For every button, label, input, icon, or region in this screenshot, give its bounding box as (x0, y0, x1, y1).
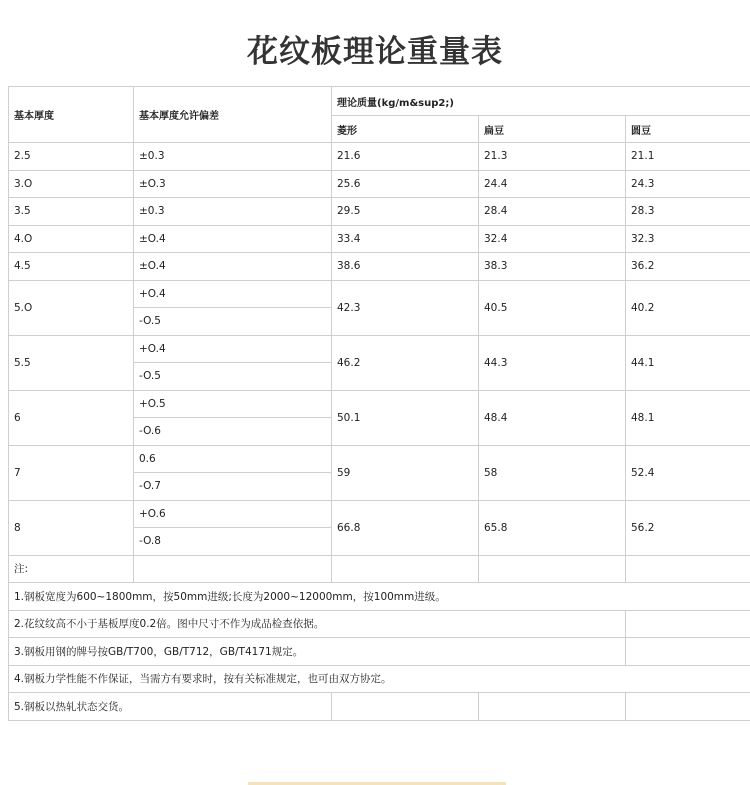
round-mass-cell: 56.2 (626, 500, 750, 555)
round-mass-cell: 48.1 (626, 390, 750, 445)
lentil-mass-cell: 38.3 (479, 253, 626, 281)
table-row (9, 253, 750, 281)
deviation-cell: 0.6 (134, 445, 332, 473)
header-lentil: 扁豆 (479, 116, 626, 143)
page-title: 花纹板理论重量表 (247, 34, 503, 70)
thickness-cell: 3.5 (9, 198, 134, 226)
table-row (9, 390, 750, 418)
empty-cell (626, 555, 750, 583)
deviation-cell: +O.6 (134, 500, 332, 528)
diamond-mass-cell: 21.6 (332, 143, 479, 171)
diamond-mass-cell: 33.4 (332, 225, 479, 253)
deviation-cell: -O.8 (134, 528, 332, 556)
table-row (9, 335, 750, 363)
empty-cell (626, 638, 750, 666)
round-mass-cell: 32.3 (626, 225, 750, 253)
header-mass: 理论质量(kg/m&sup2;) (332, 87, 750, 116)
weight-table (8, 86, 750, 721)
note-text: 5.钢板以热轧状态交货。 (9, 693, 332, 721)
deviation-cell: +O.4 (134, 335, 332, 363)
table-row (9, 225, 750, 253)
round-mass-cell: 24.3 (626, 170, 750, 198)
deviation-cell: -O.5 (134, 363, 332, 391)
empty-cell (479, 693, 626, 721)
lentil-mass-cell: 48.4 (479, 390, 626, 445)
lentil-mass-cell: 40.5 (479, 280, 626, 335)
note-row (9, 610, 750, 638)
lentil-mass-cell: 32.4 (479, 225, 626, 253)
thickness-cell: 2.5 (9, 143, 134, 171)
table-row (9, 170, 750, 198)
header-deviation: 基本厚度允许偏差 (134, 87, 332, 143)
empty-cell (626, 693, 750, 721)
table-row (9, 198, 750, 226)
lentil-mass-cell: 28.4 (479, 198, 626, 226)
deviation-cell: +O.5 (134, 390, 332, 418)
header-round: 圆豆 (626, 116, 750, 143)
notes-label: 注: (9, 555, 134, 583)
header-thickness: 基本厚度 (9, 87, 134, 143)
note-text: 4.钢板力学性能不作保证，当需方有要求时，按有关标准规定，也可由双方协定。 (9, 665, 750, 693)
empty-cell (626, 610, 750, 638)
deviation-cell: +O.4 (134, 280, 332, 308)
lentil-mass-cell: 21.3 (479, 143, 626, 171)
thickness-cell: 5.O (9, 280, 134, 335)
deviation-cell: ±0.3 (134, 198, 332, 226)
lentil-mass-cell: 44.3 (479, 335, 626, 390)
deviation-cell: ±0.3 (134, 143, 332, 171)
note-text: 2.花纹纹高不小于基板厚度0.2倍。图中尺寸不作为成品检查依据。 (9, 610, 626, 638)
diamond-mass-cell: 50.1 (332, 390, 479, 445)
note-row (9, 665, 750, 693)
table-row (9, 445, 750, 473)
note-text: 1.钢板宽度为600~1800mm，按50mm进级;长度为2000~12000mm，按100mm进级。 (9, 583, 750, 611)
table-row (9, 500, 750, 528)
deviation-cell: -O.5 (134, 308, 332, 336)
round-mass-cell: 52.4 (626, 445, 750, 500)
diamond-mass-cell: 25.6 (332, 170, 479, 198)
empty-cell (332, 555, 479, 583)
diamond-mass-cell: 66.8 (332, 500, 479, 555)
lentil-mass-cell: 65.8 (479, 500, 626, 555)
thickness-cell: 4.O (9, 225, 134, 253)
round-mass-cell: 40.2 (626, 280, 750, 335)
note-row (9, 693, 750, 721)
lentil-mass-cell: 24.4 (479, 170, 626, 198)
deviation-cell: ±O.3 (134, 170, 332, 198)
table-row (9, 280, 750, 308)
diamond-mass-cell: 29.5 (332, 198, 479, 226)
round-mass-cell: 36.2 (626, 253, 750, 281)
header-diamond: 菱形 (332, 116, 479, 143)
empty-cell (332, 693, 479, 721)
lentil-mass-cell: 58 (479, 445, 626, 500)
note-row (9, 638, 750, 666)
note-row (9, 583, 750, 611)
round-mass-cell: 44.1 (626, 335, 750, 390)
diamond-mass-cell: 42.3 (332, 280, 479, 335)
thickness-cell: 8 (9, 500, 134, 555)
empty-cell (479, 555, 626, 583)
note-text: 3.钢板用钢的牌号按GB/T700，GB/T712，GB/T4171规定。 (9, 638, 626, 666)
diamond-mass-cell: 46.2 (332, 335, 479, 390)
thickness-cell: 4.5 (9, 253, 134, 281)
notes-label-row (9, 555, 750, 583)
thickness-cell: 3.O (9, 170, 134, 198)
thickness-cell: 7 (9, 445, 134, 500)
round-mass-cell: 21.1 (626, 143, 750, 171)
deviation-cell: ±O.4 (134, 253, 332, 281)
header-row (9, 87, 750, 116)
deviation-cell: -O.6 (134, 418, 332, 446)
thickness-cell: 6 (9, 390, 134, 445)
empty-cell (134, 555, 332, 583)
diamond-mass-cell: 59 (332, 445, 479, 500)
table-row (9, 143, 750, 171)
round-mass-cell: 28.3 (626, 198, 750, 226)
diamond-mass-cell: 38.6 (332, 253, 479, 281)
thickness-cell: 5.5 (9, 335, 134, 390)
deviation-cell: ±O.4 (134, 225, 332, 253)
deviation-cell: -O.7 (134, 473, 332, 501)
